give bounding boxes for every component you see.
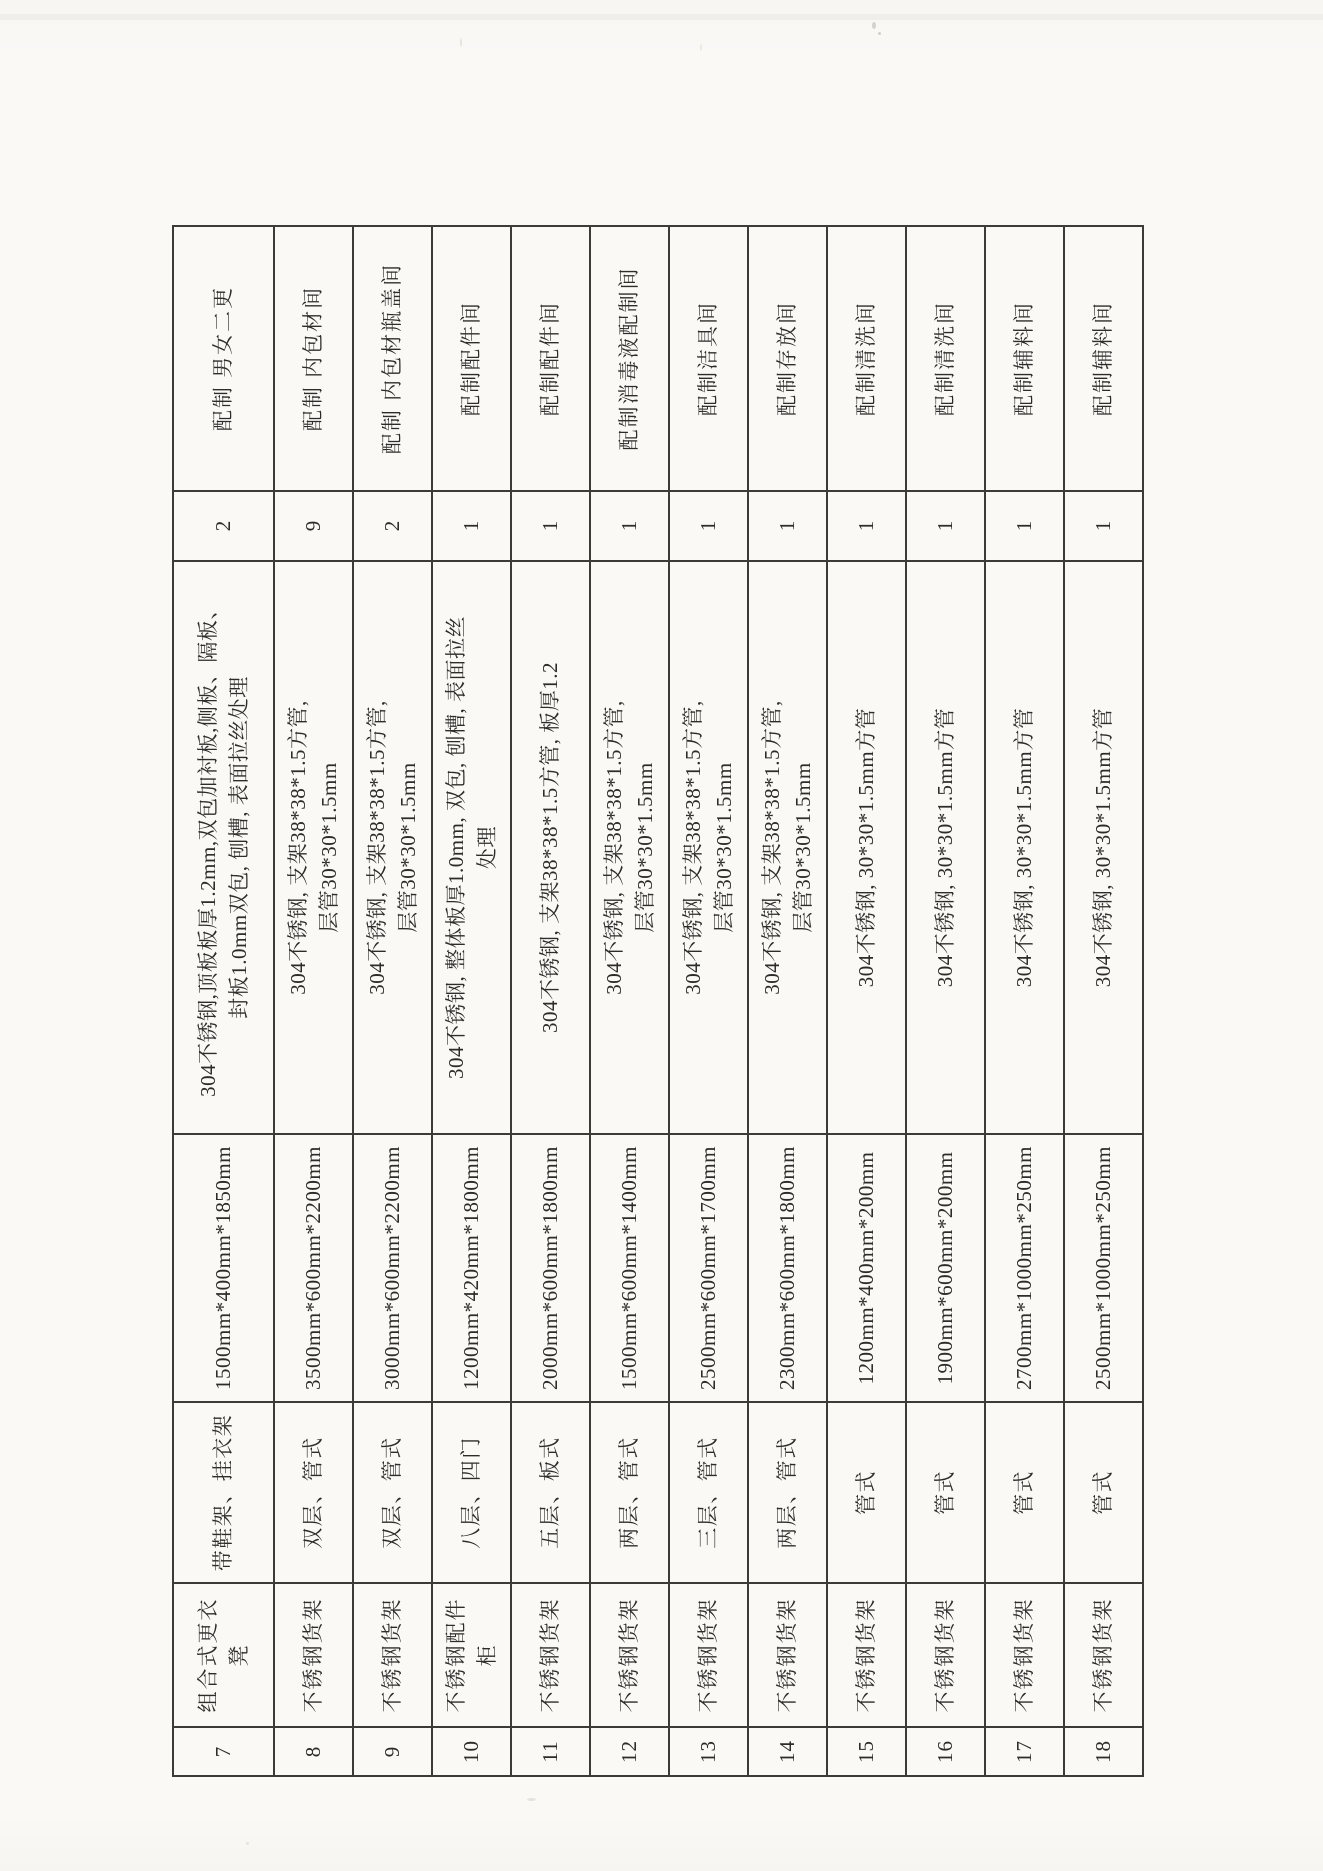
cell-name: 不锈钢货架 <box>353 1583 432 1727</box>
scan-speck <box>878 32 881 35</box>
scan-speck <box>460 38 462 47</box>
table-row <box>274 226 353 1776</box>
cell-name: 不锈钢货架 <box>906 1583 985 1727</box>
cell-material: 304不锈钢, 支架38*38*1.5方管, 层管30*30*1.5mm <box>590 561 669 1134</box>
cell-name: 不锈钢货架 <box>748 1583 827 1727</box>
cell-index: 8 <box>274 1727 353 1776</box>
cell-spec: 1500mm*400mm*1850mm <box>173 1134 274 1402</box>
cell-material: 304不锈钢, 支架38*38*1.5方管, 层管30*30*1.5mm <box>353 561 432 1134</box>
cell-location: 配制清洗间 <box>827 226 906 491</box>
table-row <box>669 226 748 1776</box>
cell-qty: 1 <box>1064 491 1143 561</box>
table-row <box>1064 226 1143 1776</box>
cell-material: 304不锈钢, 30*30*1.5mm方管 <box>906 561 985 1134</box>
cell-location: 配制配件间 <box>511 226 590 491</box>
cell-qty: 1 <box>669 491 748 561</box>
cell-name: 不锈钢货架 <box>827 1583 906 1727</box>
cell-material: 304不锈钢, 支架38*38*1.5方管, 层管30*30*1.5mm <box>748 561 827 1134</box>
rotated-table-wrapper <box>172 227 1142 1777</box>
cell-qty: 9 <box>274 491 353 561</box>
cell-type: 三层、管式 <box>669 1402 748 1583</box>
cell-location: 配制 内包材瓶盖间 <box>353 226 432 491</box>
cell-material: 304不锈钢, 支架38*38*1.5方管, 层管30*30*1.5mm <box>274 561 353 1134</box>
cell-spec: 2700mm*1000mm*250mm <box>985 1134 1064 1402</box>
cell-location: 配制辅料间 <box>1064 226 1143 491</box>
table-row <box>827 226 906 1776</box>
table-row <box>173 226 274 1776</box>
cell-spec: 2500mm*1000mm*250mm <box>1064 1134 1143 1402</box>
cell-type: 管式 <box>827 1402 906 1583</box>
cell-type: 两层、管式 <box>748 1402 827 1583</box>
table-row <box>748 226 827 1776</box>
cell-qty: 1 <box>827 491 906 561</box>
cell-index: 18 <box>1064 1727 1143 1776</box>
cell-location: 配制 内包材间 <box>274 226 353 491</box>
table-row <box>985 226 1064 1776</box>
cell-spec: 1200mm*420mm*1800mm <box>432 1134 511 1402</box>
cell-material: 304不锈钢, 30*30*1.5mm方管 <box>827 561 906 1134</box>
cell-material: 304不锈钢, 整体板厚1.0mm, 双包, 刨槽, 表面拉丝 处理 <box>432 561 511 1134</box>
equipment-list-table <box>172 225 1144 1777</box>
cell-qty: 1 <box>511 491 590 561</box>
cell-qty: 2 <box>173 491 274 561</box>
cell-index: 16 <box>906 1727 985 1776</box>
cell-name: 不锈钢配件 柜 <box>432 1583 511 1727</box>
cell-material: 304不锈钢, 30*30*1.5mm方管 <box>985 561 1064 1134</box>
cell-name: 组合式更衣 凳 <box>173 1583 274 1727</box>
cell-type: 双层、管式 <box>353 1402 432 1583</box>
cell-location: 配制存放间 <box>748 226 827 491</box>
scan-streak-artifact <box>0 14 1323 20</box>
cell-index: 12 <box>590 1727 669 1776</box>
cell-location: 配制辅料间 <box>985 226 1064 491</box>
scan-speck <box>246 1842 249 1845</box>
cell-location: 配制 男女二更 <box>173 226 274 491</box>
cell-name: 不锈钢货架 <box>1064 1583 1143 1727</box>
cell-type: 管式 <box>985 1402 1064 1583</box>
table-row <box>906 226 985 1776</box>
cell-index: 10 <box>432 1727 511 1776</box>
cell-index: 7 <box>173 1727 274 1776</box>
table-row <box>353 226 432 1776</box>
scan-speck <box>527 1798 536 1801</box>
cell-material: 304不锈钢, 支架38*38*1.5方管, 层管30*30*1.5mm <box>669 561 748 1134</box>
cell-spec: 3500mm*600mm*2200mm <box>274 1134 353 1402</box>
cell-qty: 1 <box>985 491 1064 561</box>
cell-name: 不锈钢货架 <box>511 1583 590 1727</box>
cell-location: 配制消毒液配制间 <box>590 226 669 491</box>
table-row <box>511 226 590 1776</box>
cell-qty: 1 <box>590 491 669 561</box>
cell-index: 9 <box>353 1727 432 1776</box>
cell-type: 两层、管式 <box>590 1402 669 1583</box>
cell-type: 八层、四门 <box>432 1402 511 1583</box>
cell-type: 带鞋架、挂衣架 <box>173 1402 274 1583</box>
cell-index: 15 <box>827 1727 906 1776</box>
cell-material: 304不锈钢, 30*30*1.5mm方管 <box>1064 561 1143 1134</box>
cell-index: 11 <box>511 1727 590 1776</box>
cell-qty: 1 <box>432 491 511 561</box>
cell-spec: 2300mm*600mm*1800mm <box>748 1134 827 1402</box>
cell-qty: 1 <box>906 491 985 561</box>
cell-index: 13 <box>669 1727 748 1776</box>
cell-spec: 1500mm*600mm*1400mm <box>590 1134 669 1402</box>
scan-speck <box>872 22 876 29</box>
table-row <box>590 226 669 1776</box>
cell-spec: 2000mm*600mm*1800mm <box>511 1134 590 1402</box>
cell-name: 不锈钢货架 <box>985 1583 1064 1727</box>
cell-index: 14 <box>748 1727 827 1776</box>
cell-type: 管式 <box>906 1402 985 1583</box>
cell-type: 双层、管式 <box>274 1402 353 1583</box>
cell-location: 配制洁具间 <box>669 226 748 491</box>
cell-name: 不锈钢货架 <box>590 1583 669 1727</box>
cell-spec: 2500mm*600mm*1700mm <box>669 1134 748 1402</box>
cell-type: 五层、板式 <box>511 1402 590 1583</box>
cell-spec: 1900mm*600mm*200mm <box>906 1134 985 1402</box>
table-row <box>432 226 511 1776</box>
cell-location: 配制配件间 <box>432 226 511 491</box>
cell-material: 304不锈钢,顶板板厚1.2mm,双包加衬板,侧板、隔板、 封板1.0mm双包, 刨槽, 表面拉丝处理 <box>173 561 274 1134</box>
cell-material: 304不锈钢, 支架38*38*1.5方管, 板厚1.2 <box>511 561 590 1134</box>
cell-type: 管式 <box>1064 1402 1143 1583</box>
cell-spec: 1200mm*400mm*200mm <box>827 1134 906 1402</box>
cell-name: 不锈钢货架 <box>669 1583 748 1727</box>
cell-qty: 2 <box>353 491 432 561</box>
scan-speck <box>700 44 702 51</box>
cell-name: 不锈钢货架 <box>274 1583 353 1727</box>
cell-index: 17 <box>985 1727 1064 1776</box>
cell-location: 配制清洗间 <box>906 226 985 491</box>
cell-spec: 3000mm*600mm*2200mm <box>353 1134 432 1402</box>
cell-qty: 1 <box>748 491 827 561</box>
